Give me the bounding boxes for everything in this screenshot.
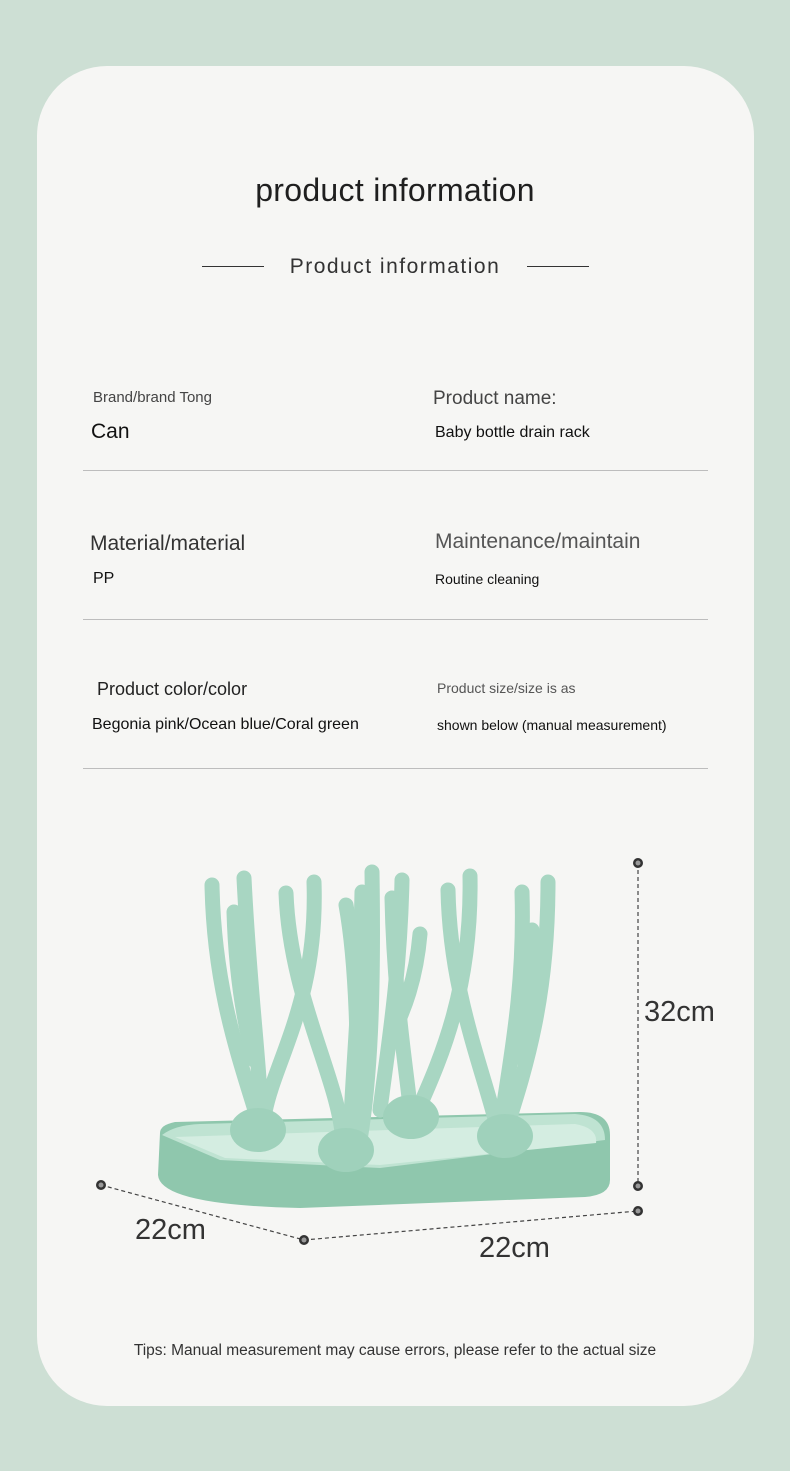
drain-rack-illustration bbox=[158, 872, 610, 1208]
width-dimension: 22cm bbox=[479, 1232, 550, 1264]
measurement-tip: Tips: Manual measurement may cause errors, please refer to the actual size bbox=[133, 1342, 657, 1359]
size-label: Product size/size is as bbox=[437, 680, 576, 696]
product-name-value: Baby bottle drain rack bbox=[435, 424, 590, 441]
material-value: PP bbox=[93, 570, 115, 587]
brand-label: Brand/brand Tong bbox=[93, 389, 212, 406]
section-subtitle: Product information bbox=[289, 255, 501, 278]
brand-value: Can bbox=[91, 420, 130, 443]
depth-dimension: 22cm bbox=[135, 1214, 206, 1246]
height-dimension: 32cm bbox=[644, 996, 715, 1028]
product-name-label: Product name: bbox=[433, 388, 557, 409]
maintenance-value: Routine cleaning bbox=[435, 571, 540, 587]
page-title: product information bbox=[255, 172, 535, 208]
maintenance-label: Maintenance/maintain bbox=[435, 530, 641, 553]
material-label: Material/material bbox=[90, 532, 246, 555]
color-value: Begonia pink/Ocean blue/Coral green bbox=[92, 716, 359, 733]
size-value: shown below (manual measurement) bbox=[437, 717, 667, 733]
color-label: Product color/color bbox=[97, 679, 248, 699]
